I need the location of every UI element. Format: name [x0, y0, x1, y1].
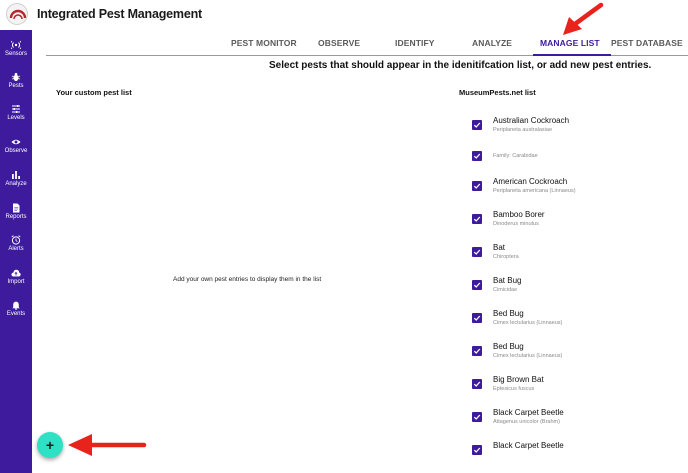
pest-name: Bamboo Borer	[493, 210, 545, 219]
pest-checkbox[interactable]	[472, 445, 482, 455]
sidebar-item-analyze[interactable]	[0, 170, 32, 198]
sidebar-item-events[interactable]	[0, 300, 32, 328]
page-headline: Select pests that should appear in the idenitifcation list, or add new pest entries.	[269, 60, 652, 71]
custom-list-empty-message: Add your own pest entries to display them in the list	[173, 276, 322, 283]
sidebar-item-label: Observe	[4, 148, 28, 154]
active-tab-indicator	[533, 54, 611, 56]
list-item	[470, 336, 688, 366]
check-icon	[473, 314, 481, 322]
sidebar-item-label: Analyze	[5, 181, 27, 187]
pest-checkbox[interactable]	[472, 313, 482, 323]
pest-name: Bat Bug	[493, 276, 522, 285]
top-bar	[0, 0, 688, 30]
list-item	[470, 402, 688, 432]
check-icon	[473, 215, 481, 223]
pest-scientific-name: Cimex lectularius (Linnaeus)	[493, 320, 563, 326]
alarm-clock-icon	[11, 235, 21, 245]
list-item	[470, 171, 688, 201]
pest-scientific-name: Attagenus unicolor (Brahm)	[493, 419, 560, 425]
sidebar	[0, 30, 32, 473]
tab-analyze[interactable]: ANALYZE	[472, 38, 513, 48]
check-icon	[473, 413, 481, 421]
tab-pest-monitor[interactable]: PEST MONITOR	[231, 38, 297, 48]
check-icon	[473, 182, 481, 190]
sidebar-item-alerts[interactable]	[0, 235, 32, 263]
pest-name: Bat	[493, 243, 506, 252]
sliders-icon	[11, 104, 21, 114]
pest-scientific-name: Eptesicus fuscus	[493, 386, 535, 392]
tab-manage-list[interactable]: MANAGE LIST	[540, 38, 600, 48]
pest-scientific-name: Cimex lectularius (Linnaeus)	[493, 353, 563, 359]
list-item	[470, 141, 688, 171]
sidebar-item-label: Import	[7, 279, 25, 285]
pest-name: American Cockroach	[493, 177, 568, 186]
tab-bar	[46, 30, 688, 56]
pest-scientific-name: Cimicidae	[493, 287, 518, 293]
sidebar-item-observe[interactable]	[0, 137, 32, 165]
tab-identify[interactable]: IDENTIFY	[395, 38, 435, 48]
pest-name: Black Carpet Beetle	[493, 441, 564, 450]
check-icon	[473, 152, 481, 160]
list-item	[470, 204, 688, 234]
pest-checkbox[interactable]	[472, 151, 482, 161]
pest-name: Australian Cockroach	[493, 116, 570, 125]
list-item	[470, 110, 688, 140]
pest-scientific-name: Periplaneta americana (Linnaeus)	[493, 188, 576, 194]
sidebar-item-pests[interactable]	[0, 72, 32, 100]
pest-checkbox[interactable]	[472, 214, 482, 224]
app-logo	[6, 3, 28, 25]
sidebar-item-reports[interactable]	[0, 203, 32, 231]
sidebar-item-label: Events	[6, 311, 26, 317]
pest-checkbox[interactable]	[472, 280, 482, 290]
custom-list-title: Your custom pest list	[56, 88, 132, 97]
tab-observe[interactable]: OBSERVE	[318, 38, 361, 48]
pest-scientific-name: Chiroptera	[493, 254, 519, 260]
list-item	[470, 303, 688, 333]
check-icon	[473, 281, 481, 289]
bar-chart-icon	[11, 170, 21, 180]
sidebar-item-label: Pests	[8, 83, 24, 89]
pest-checkbox[interactable]	[472, 181, 482, 191]
cloud-upload-icon	[11, 268, 21, 278]
check-icon	[473, 446, 481, 454]
museum-list-title: MuseumPests.net list	[459, 88, 536, 97]
sensors-icon	[11, 40, 21, 50]
sidebar-item-label: Reports	[5, 214, 27, 220]
pest-name: Bed Bug	[493, 342, 524, 351]
pest-checkbox[interactable]	[472, 247, 482, 257]
app-title: Integrated Pest Management	[37, 7, 202, 21]
bell-icon	[11, 300, 21, 310]
pest-name: Bed Bug	[493, 309, 524, 318]
list-item	[470, 270, 688, 300]
bug-icon	[11, 72, 21, 82]
check-icon	[473, 121, 481, 129]
pest-name: Black Carpet Beetle	[493, 408, 564, 417]
pest-checkbox[interactable]	[472, 346, 482, 356]
list-item	[470, 369, 688, 399]
pest-name: Big Brown Bat	[493, 375, 544, 384]
pest-checkbox[interactable]	[472, 379, 482, 389]
pest-scientific-name: Family: Carabidae	[493, 153, 538, 159]
sidebar-item-label: Levels	[7, 115, 25, 121]
sidebar-item-levels[interactable]	[0, 104, 32, 132]
sidebar-item-import[interactable]	[0, 268, 32, 296]
sidebar-item-label: Sensors	[4, 51, 27, 57]
annotation-arrow-fab	[66, 432, 148, 460]
sidebar-item-label: Alerts	[8, 246, 24, 252]
add-pest-button[interactable]	[37, 432, 63, 458]
sidebar-item-sensors[interactable]	[0, 40, 32, 68]
list-item	[470, 435, 688, 465]
check-icon	[473, 347, 481, 355]
check-icon	[473, 380, 481, 388]
pest-scientific-name: Dinoderus minutus	[493, 221, 539, 227]
pest-scientific-name: Periplaneta australasiae	[493, 127, 553, 133]
tab-pest-database[interactable]: PEST DATABASE	[611, 38, 683, 48]
pest-checkbox[interactable]	[472, 412, 482, 422]
list-item	[470, 237, 688, 267]
check-icon	[473, 248, 481, 256]
document-icon	[11, 203, 21, 213]
pest-checkbox[interactable]	[472, 120, 482, 130]
plus-icon: +	[45, 437, 55, 453]
eye-icon	[11, 137, 21, 147]
museum-pest-list	[470, 110, 688, 473]
